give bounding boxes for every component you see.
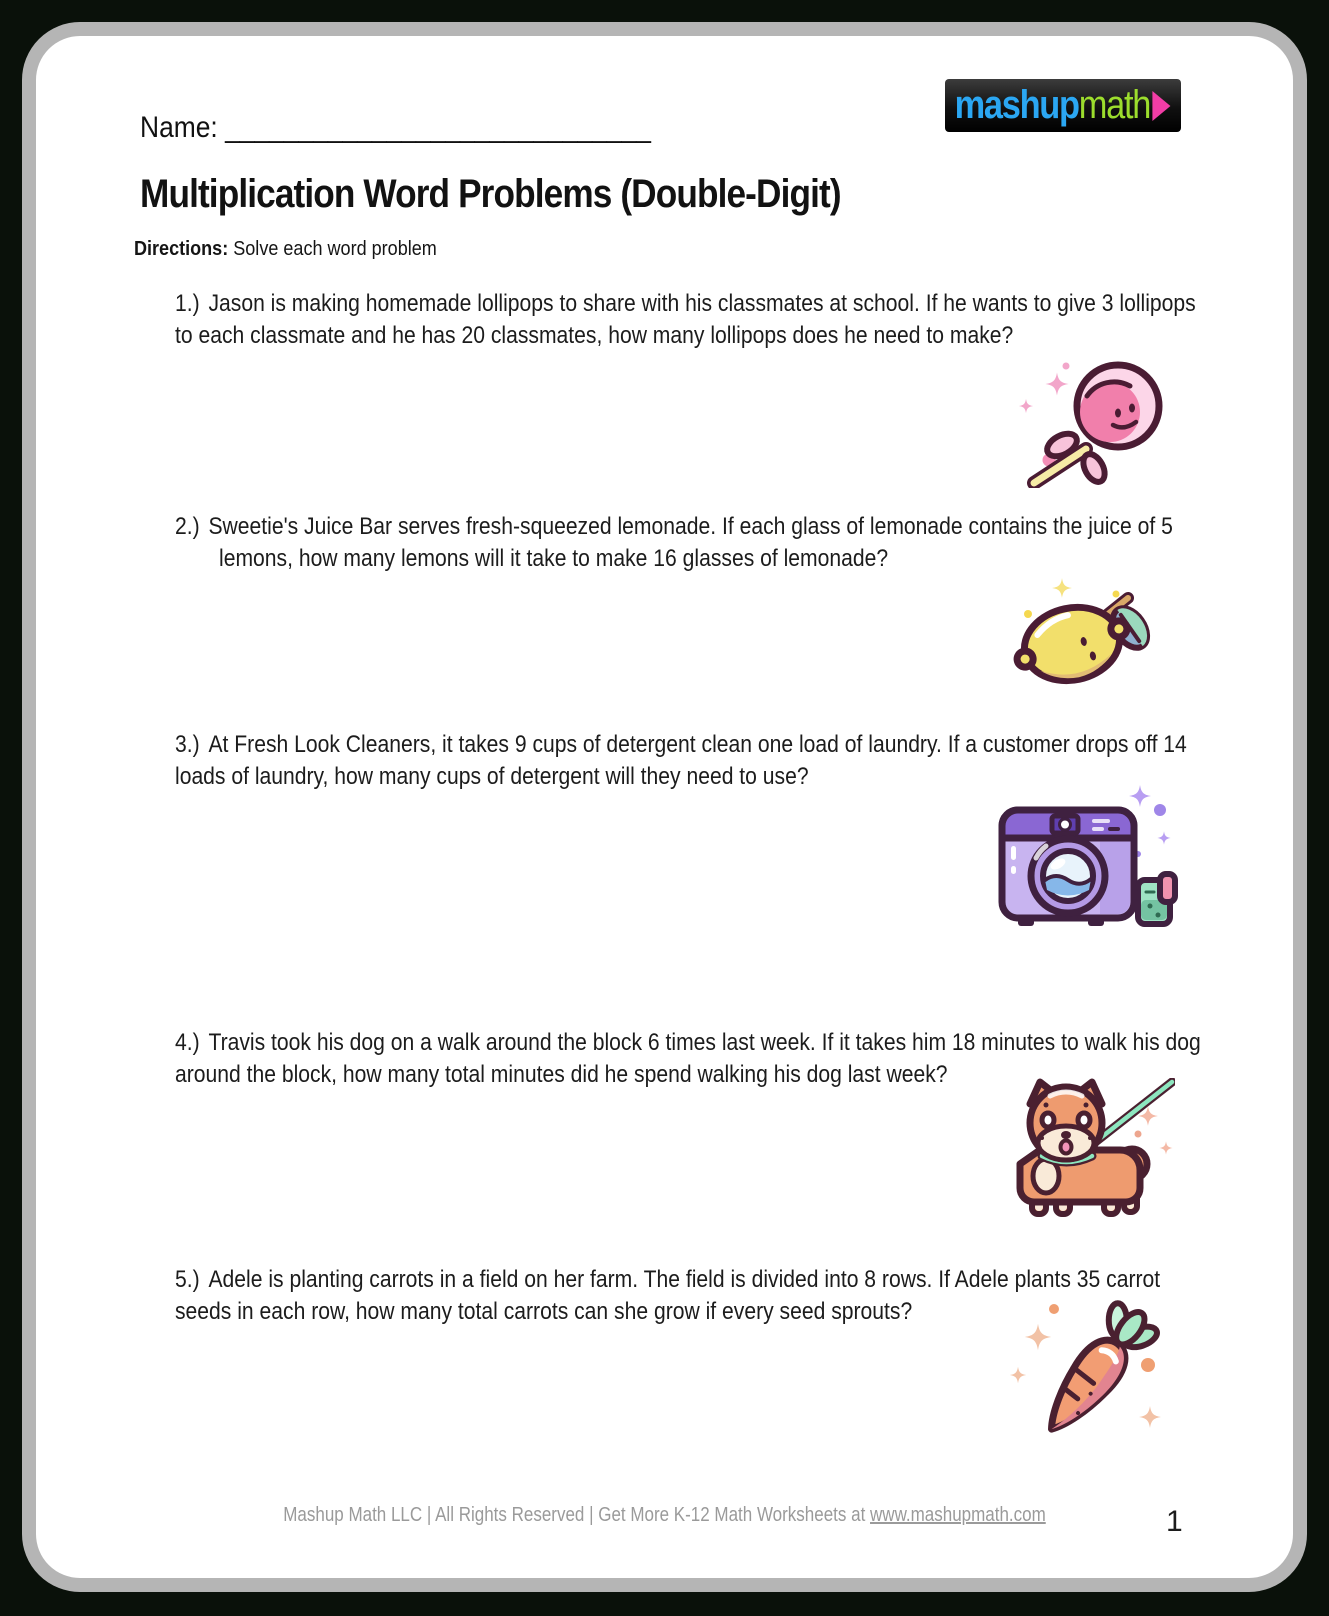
washing-machine-icon: [988, 780, 1178, 928]
page-title: Multiplication Word Problems (Double-Digit): [140, 172, 841, 216]
mashupmath-logo: [945, 79, 1181, 132]
directions-text: Solve each word problem: [228, 237, 437, 260]
directions: [134, 236, 437, 262]
problem-5-text: Adele is planting carrots in a field on her farm. The field is divided into 8 rows. If Adele plants 35 carrot seeds in each row, how many total carrots can she grow if every seed sprouts?: [175, 1266, 1161, 1326]
lemon-icon: [1012, 574, 1152, 690]
dog-icon: [980, 1078, 1175, 1220]
name-label: Name:: [140, 111, 218, 144]
problem-4-text: Travis took his dog on a walk around the block 6 times last week. If it takes him 18 minutes to walk his dog around the block, how many total minutes did he spend walking his dog last week?: [175, 1029, 1201, 1089]
problem-1-number: 1.): [175, 290, 200, 317]
name-row: [140, 110, 651, 146]
logo-mashup-text: mashup: [954, 83, 1080, 127]
problem-4-number: 4.): [175, 1029, 200, 1056]
play-icon: [1153, 91, 1171, 121]
page-number: 1: [1166, 1505, 1183, 1538]
footer-text: Mashup Math LLC | All Rights Reserved | Get More K-12 Math Worksheets at: [283, 1504, 871, 1526]
footer-link[interactable]: www.mashupmath.com: [870, 1504, 1046, 1526]
problem-3-number: 3.): [175, 731, 200, 758]
lollipop-icon: [1002, 356, 1167, 488]
problem-3-text: At Fresh Look Cleaners, it takes 9 cups of detergent clean one load of laundry. If a customer drops off 14 loads of laundry, how many cups of detergent will they need to use?: [175, 731, 1187, 791]
problem-5-number: 5.): [175, 1266, 200, 1293]
name-blank-line: _____________________________: [225, 111, 651, 144]
problem-2-number: 2.): [175, 513, 200, 540]
footer: [100, 1502, 1230, 1528]
problem-2: [175, 511, 1205, 575]
logo-text: [955, 83, 1171, 128]
logo-math-text: math: [1079, 83, 1151, 127]
problem-1-text: Jason is making homemade lollipops to share with his classmates at school. If he wants to give 3 lollipops to each classmate and he has 20 classmates, how many lollipops does he need to make?: [175, 290, 1196, 350]
carrot-icon: [998, 1285, 1178, 1457]
problem-2-text: Sweetie's Juice Bar serves fresh-squeezed lemonade. If each glass of lemonade contains the juice of 5 lemons, how many lemons will it take to make 16 glasses of lemonade?: [208, 513, 1173, 573]
directions-label: Directions:: [134, 237, 229, 260]
problem-1: [175, 288, 1205, 352]
